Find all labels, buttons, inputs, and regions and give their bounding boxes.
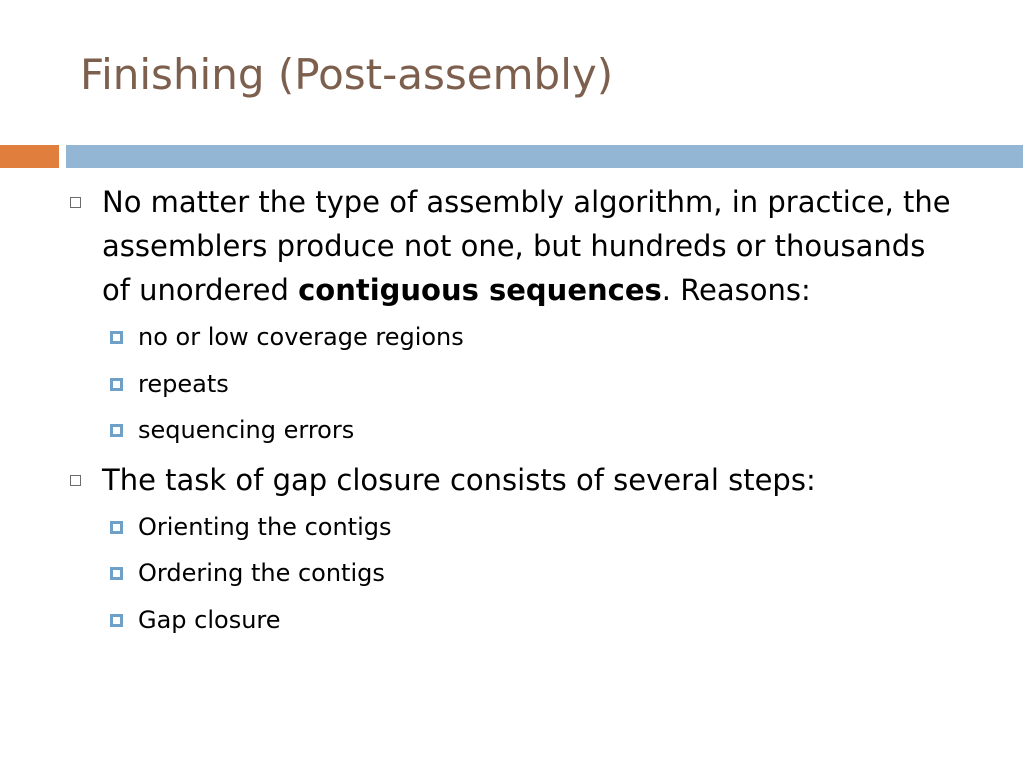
hollow-square-bullet-icon <box>70 197 81 208</box>
bullet-item <box>62 180 962 312</box>
bullet-text-part: . Reasons: <box>661 273 811 307</box>
bullet-text: The task of gap closure consists of several steps: <box>102 462 816 497</box>
sub-bullet-item <box>62 550 962 597</box>
hollow-square-bullet-icon <box>70 475 81 486</box>
accent-bar-orange <box>0 145 59 168</box>
sub-bullet-text: no or low coverage regions <box>138 323 464 351</box>
bullet-text-bold: contiguous sequences <box>298 273 662 307</box>
square-bullet-icon <box>110 378 123 391</box>
sub-bullet-text: Gap closure <box>138 605 281 634</box>
square-bullet-icon <box>110 567 123 580</box>
bullet-text-part: No matter the type of assembly algorithm, in practice, the assemblers produce not one, but hundreds or thousands of unordered <box>102 185 951 307</box>
sub-bullet-item <box>62 407 962 454</box>
sub-bullet-item <box>62 504 962 551</box>
bullet-text <box>102 185 951 307</box>
square-bullet-icon <box>110 424 123 437</box>
accent-bar-blue <box>66 145 1023 168</box>
bullet-item <box>62 458 962 502</box>
sub-bullet-item <box>62 597 962 644</box>
sub-bullet-text: Ordering the contigs <box>138 559 385 587</box>
sub-bullet-text: sequencing errors <box>138 416 355 444</box>
sub-bullet-text: repeats <box>138 369 229 398</box>
sub-bullet-item <box>62 361 962 408</box>
sub-bullet-text: Orienting the contigs <box>138 512 392 541</box>
square-bullet-icon <box>110 614 123 627</box>
square-bullet-icon <box>110 521 123 534</box>
sub-bullet-item <box>62 314 962 361</box>
slide-title: Finishing (Post-assembly) <box>80 50 614 99</box>
square-bullet-icon <box>110 331 123 344</box>
slide-body <box>62 180 962 643</box>
